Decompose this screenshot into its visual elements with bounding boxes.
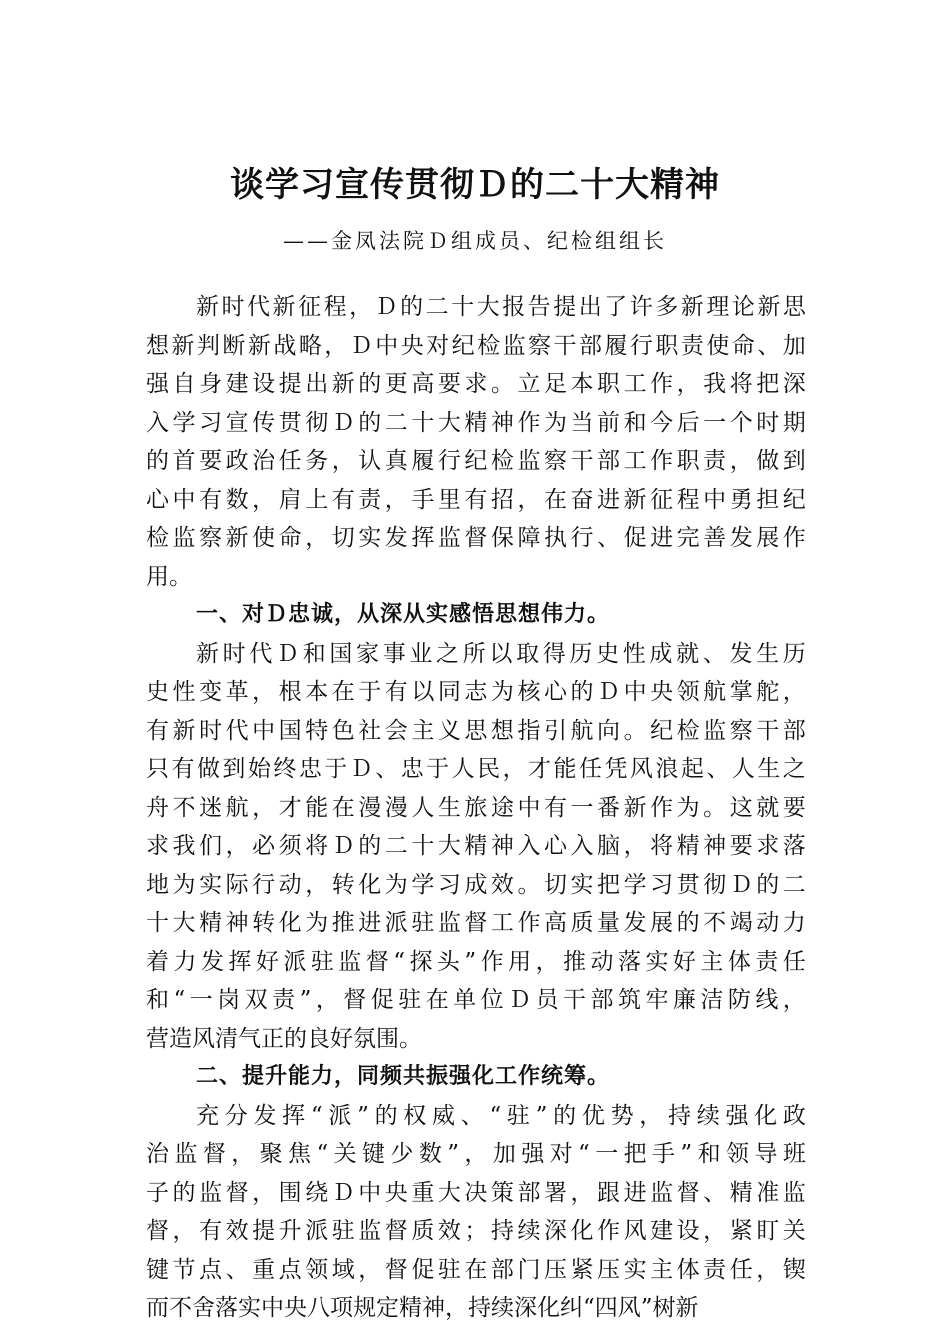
paragraph-line: 史 性 变 革 ， 根 本 在 于 有 以 同 志 为 核 心 的 Ｄ 中 央 领 航 掌 舵 ， — [146, 679, 806, 705]
paragraph-line: 营造风清气正的良好氛围。 — [146, 1025, 422, 1052]
document-title: 谈学习宣传贯彻Ｄ的二十大精神 — [230, 165, 720, 205]
section-heading: 二、提升能力，同频共振强化工作统筹。 — [196, 1064, 611, 1089]
paragraph-line: 着 力 发 挥 好 派 驻 监 督 “ 探 头 ” 作 用 ， 推 动 落 实 好 主 体 责 任 — [146, 948, 806, 975]
paragraph-line: 督 ， 有 效 提 升 派 驻 监 督 质 效 ； 持 续 深 化 作 风 建 设 ， 紧 盯 关 — [146, 1218, 806, 1244]
paragraph-line: 想 新 判 断 新 战 略 ， Ｄ 中 央 对 纪 检 监 察 干 部 履 行 职 责 使 命 、 加 — [146, 332, 806, 359]
paragraph-line: 和 “ 一 岗 双 责 ” ， 督 促 驻 在 单 位 Ｄ 员 干 部 筑 牢 廉 洁 防 线 ， — [146, 987, 806, 1013]
paragraph-line: 舟 不 迷 航 ， 才 能 在 漫 漫 人 生 旅 途 中 有 一 番 新 作 为 。 这 就 要 — [146, 794, 806, 821]
paragraph-line: 新 时 代 新 征 程 ， Ｄ 的 二 十 大 报 告 提 出 了 许 多 新 理 论 新 思 — [196, 294, 806, 320]
paragraph-line: 地 为 实 际 行 动 ， 转 化 为 学 习 成 效 。 切 实 把 学 习 贯 彻 Ｄ 的 二 — [146, 871, 806, 898]
paragraph-line: 键 节 点 、 重 点 领 域 ， 督 促 驻 在 部 门 压 紧 压 实 主 体 责 任 ， 锲 — [146, 1256, 806, 1283]
paragraph-line: 充 分 发 挥 “ 派 ” 的 权 威 、 “ 驻 ” 的 优 势 ， 持 续 强 化 政 — [196, 1102, 806, 1129]
paragraph-line: 而不舍落实中央八项规定精神，持续深化纠“四风”树新 — [146, 1295, 699, 1321]
paragraph-line: 治 监 督 ， 聚 焦 “ 关 键 少 数 ” ， 加 强 对 “ 一 把 手 ” 和 领 导 班 — [146, 1141, 806, 1167]
paragraph-line: 入 学 习 宣 传 贯 彻 Ｄ 的 二 十 大 精 神 作 为 当 前 和 今 后 一 个 时 期 — [146, 409, 806, 436]
paragraph-line: 十 大 精 神 转 化 为 推 进 派 驻 监 督 工 作 高 质 量 发 展 的 不 竭 动 力 — [146, 910, 806, 936]
paragraph-line: 用。 — [146, 563, 192, 590]
paragraph-line: 强 自 身 建 设 提 出 新 的 更 高 要 求 。 立 足 本 职 工 作 ， 我 将 把 深 — [146, 371, 806, 397]
paragraph-line: 检 监 察 新 使 命 ， 切 实 发 挥 监 督 保 障 执 行 、 促 进 完 善 发 展 作 — [146, 525, 806, 551]
paragraph-line: 的 首 要 政 治 任 务 ， 认 真 履 行 纪 检 监 察 干 部 工 作 职 责 ， 做 到 — [146, 448, 806, 474]
document-body — [146, 288, 806, 1328]
paragraph-line: 求 我 们 ， 必 须 将 Ｄ 的 二 十 大 精 神 入 心 入 脑 ， 将 精 神 要 求 落 — [146, 833, 806, 859]
paragraph-line: 新 时 代 Ｄ 和 国 家 事 业 之 所 以 取 得 历 史 性 成 就 、 发 生 历 — [196, 640, 806, 667]
section-heading: 一、对Ｄ忠诚，从深从实感悟思想伟力。 — [196, 602, 611, 627]
paragraph-line: 只 有 做 到 始 终 忠 于 Ｄ 、 忠 于 人 民 ， 才 能 任 凭 风 浪 起 、 人 生 之 — [146, 756, 806, 782]
paragraph-line: 有 新 时 代 中 国 特 色 社 会 主 义 思 想 指 引 航 向 。 纪 检 监 察 干 部 — [146, 717, 806, 744]
document-subtitle: ——金凤法院Ｄ组成员、纪检组组长 — [283, 229, 667, 253]
paragraph-line: 心 中 有 数 ， 肩 上 有 责 ， 手 里 有 招 ， 在 奋 进 新 征 程 中 勇 担 纪 — [146, 486, 806, 513]
paragraph-line: 子 的 监 督 ， 围 绕 Ｄ 中 央 重 大 决 策 部 署 ， 跟 进 监 督 、 精 准 监 — [146, 1179, 806, 1206]
